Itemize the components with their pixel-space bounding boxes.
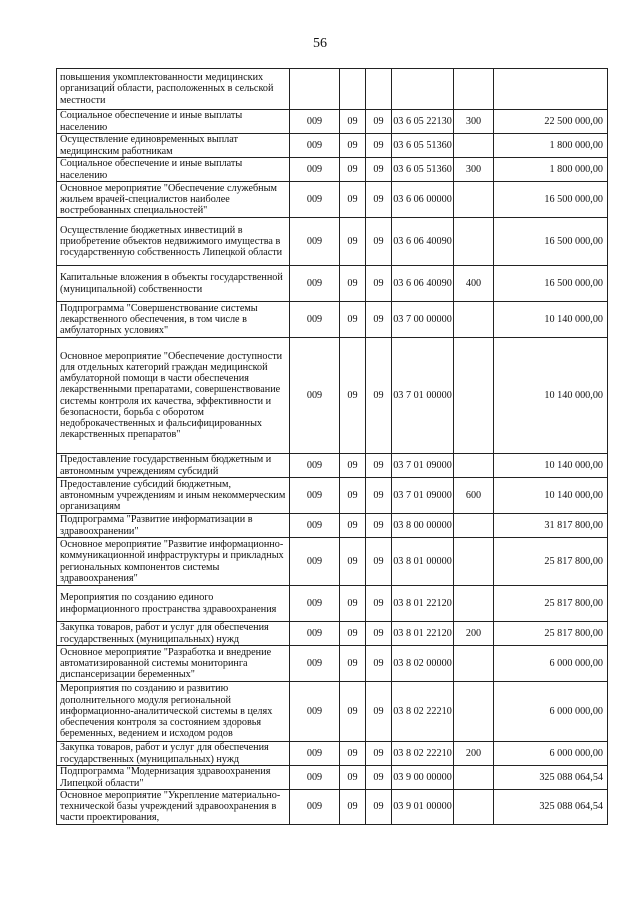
row-expense-type: [454, 69, 494, 110]
table-row: [57, 338, 608, 454]
row-section: 09: [340, 622, 366, 646]
row-section: 09: [340, 790, 366, 825]
row-subsection: 09: [366, 110, 392, 134]
row-target-article: 03 8 02 22210: [392, 742, 454, 766]
row-admin-code: 009: [290, 158, 340, 182]
row-subsection: 09: [366, 338, 392, 454]
table-row: [57, 742, 608, 766]
row-amount: 16 500 000,00: [494, 182, 608, 218]
row-expense-type: 200: [454, 622, 494, 646]
page-number: 56: [313, 36, 327, 51]
row-section: 09: [340, 218, 366, 266]
table-row: [57, 302, 608, 338]
row-target-article: 03 6 06 00000: [392, 182, 454, 218]
row-subsection: 09: [366, 790, 392, 825]
row-amount: 10 140 000,00: [494, 302, 608, 338]
row-admin-code: 009: [290, 622, 340, 646]
row-admin-code: [290, 69, 340, 110]
row-subsection: 09: [366, 682, 392, 742]
row-target-article: 03 9 01 00000: [392, 790, 454, 825]
table-row: [57, 622, 608, 646]
row-section: 09: [340, 338, 366, 454]
table-row: [57, 790, 608, 825]
row-section: 09: [340, 266, 366, 302]
row-target-article: 03 8 01 22120: [392, 586, 454, 622]
table-row: [57, 682, 608, 742]
row-amount: 10 140 000,00: [494, 478, 608, 514]
row-target-article: 03 6 06 40090: [392, 266, 454, 302]
row-subsection: 09: [366, 182, 392, 218]
budget-table: [56, 68, 608, 825]
row-section: 09: [340, 538, 366, 586]
row-expense-type: 200: [454, 742, 494, 766]
row-target-article: 03 7 01 09000: [392, 478, 454, 514]
row-expense-type: [454, 586, 494, 622]
row-admin-code: 009: [290, 790, 340, 825]
row-target-article: 03 8 02 22210: [392, 682, 454, 742]
row-section: 09: [340, 742, 366, 766]
row-amount: 16 500 000,00: [494, 218, 608, 266]
row-name: Подпрограмма "Совершенствование системы лекарственного обеспечения, в том числе в амбулаторных условиях": [57, 302, 290, 338]
row-expense-type: 300: [454, 110, 494, 134]
row-expense-type: 600: [454, 478, 494, 514]
row-expense-type: 300: [454, 158, 494, 182]
table-row: [57, 454, 608, 478]
row-target-article: 03 6 05 51360: [392, 134, 454, 158]
row-section: 09: [340, 110, 366, 134]
row-admin-code: 009: [290, 682, 340, 742]
row-section: 09: [340, 182, 366, 218]
row-name: Закупка товаров, работ и услуг для обеспечения государственных (муниципальных) нужд: [57, 742, 290, 766]
row-subsection: [366, 69, 392, 110]
table-row: [57, 586, 608, 622]
row-admin-code: 009: [290, 338, 340, 454]
row-target-article: [392, 69, 454, 110]
row-subsection: 09: [366, 766, 392, 790]
table-row: [57, 266, 608, 302]
row-amount: 25 817 800,00: [494, 622, 608, 646]
row-section: 09: [340, 134, 366, 158]
row-subsection: 09: [366, 158, 392, 182]
row-target-article: 03 8 00 00000: [392, 514, 454, 538]
row-subsection: 09: [366, 742, 392, 766]
row-amount: 6 000 000,00: [494, 742, 608, 766]
table-row: [57, 478, 608, 514]
row-amount: 16 500 000,00: [494, 266, 608, 302]
row-name: Предоставление государственным бюджетным и автономным учреждениям субсидий: [57, 454, 290, 478]
row-section: 09: [340, 766, 366, 790]
row-name: Основное мероприятие "Укрепление материально-технической базы учреждений здравоохранения в части проектирования,: [57, 790, 290, 825]
row-amount: 25 817 800,00: [494, 538, 608, 586]
row-amount: 1 800 000,00: [494, 158, 608, 182]
row-section: 09: [340, 646, 366, 682]
row-target-article: 03 7 00 00000: [392, 302, 454, 338]
row-subsection: 09: [366, 454, 392, 478]
row-section: [340, 69, 366, 110]
row-target-article: 03 7 01 09000: [392, 454, 454, 478]
row-subsection: 09: [366, 622, 392, 646]
row-expense-type: [454, 538, 494, 586]
row-expense-type: [454, 766, 494, 790]
row-name: Капитальные вложения в объекты государственной (муниципальной) собственности: [57, 266, 290, 302]
row-name: Осуществление единовременных выплат медицинским работникам: [57, 134, 290, 158]
row-amount: 1 800 000,00: [494, 134, 608, 158]
row-name: Основное мероприятие "Развитие информационно-коммуникационной инфраструктуры и прикладных региональных компонентов системы здравоохранения": [57, 538, 290, 586]
row-amount: 6 000 000,00: [494, 646, 608, 682]
row-expense-type: [454, 454, 494, 478]
row-admin-code: 009: [290, 302, 340, 338]
row-admin-code: 009: [290, 454, 340, 478]
row-expense-type: [454, 182, 494, 218]
row-subsection: 09: [366, 586, 392, 622]
row-name: Мероприятия по созданию единого информационного пространства здравоохранения: [57, 586, 290, 622]
row-target-article: 03 6 06 40090: [392, 218, 454, 266]
row-amount: 10 140 000,00: [494, 338, 608, 454]
row-admin-code: 009: [290, 182, 340, 218]
row-amount: 31 817 800,00: [494, 514, 608, 538]
table-row: [57, 110, 608, 134]
row-name: Основное мероприятие "Обеспечение служебным жильем врачей-специалистов наиболее востребованных специальностей": [57, 182, 290, 218]
row-name: Подпрограмма "Модернизация здравоохранения Липецкой области": [57, 766, 290, 790]
row-admin-code: 009: [290, 766, 340, 790]
row-subsection: 09: [366, 218, 392, 266]
row-name: Мероприятия по созданию и развитию дополнительного модуля региональной информационно-аналитической системы в целях обеспечения контроля за состоянием здоровья беременных, ведением и исходом родов: [57, 682, 290, 742]
table-row: [57, 538, 608, 586]
row-expense-type: [454, 646, 494, 682]
row-expense-type: [454, 682, 494, 742]
row-subsection: 09: [366, 514, 392, 538]
row-name: Подпрограмма "Развитие информатизации в здравоохранении": [57, 514, 290, 538]
row-section: 09: [340, 514, 366, 538]
row-target-article: 03 8 01 22120: [392, 622, 454, 646]
row-name: Осуществление бюджетных инвестиций в приобретение объектов недвижимого имущества в государственную собственность Липецкой области: [57, 218, 290, 266]
table-row: [57, 766, 608, 790]
table-row: [57, 134, 608, 158]
row-target-article: 03 8 01 00000: [392, 538, 454, 586]
row-amount: 10 140 000,00: [494, 454, 608, 478]
row-subsection: 09: [366, 478, 392, 514]
row-section: 09: [340, 478, 366, 514]
row-admin-code: 009: [290, 586, 340, 622]
row-expense-type: [454, 218, 494, 266]
row-section: 09: [340, 158, 366, 182]
row-admin-code: 009: [290, 110, 340, 134]
row-target-article: 03 7 01 00000: [392, 338, 454, 454]
table-row: [57, 646, 608, 682]
row-admin-code: 009: [290, 266, 340, 302]
row-amount: 22 500 000,00: [494, 110, 608, 134]
row-expense-type: [454, 134, 494, 158]
row-admin-code: 009: [290, 134, 340, 158]
row-target-article: 03 6 05 51360: [392, 158, 454, 182]
row-admin-code: 009: [290, 538, 340, 586]
row-name: Социальное обеспечение и иные выплаты населению: [57, 158, 290, 182]
row-amount: 325 088 064,54: [494, 766, 608, 790]
row-expense-type: [454, 790, 494, 825]
row-target-article: 03 6 05 22130: [392, 110, 454, 134]
budget-table-body: [57, 69, 608, 825]
row-admin-code: 009: [290, 514, 340, 538]
row-admin-code: 009: [290, 646, 340, 682]
row-admin-code: 009: [290, 478, 340, 514]
row-expense-type: [454, 338, 494, 454]
row-section: 09: [340, 302, 366, 338]
row-name: Основное мероприятие "Обеспечение доступности для отдельных категорий граждан медицинской амбулаторной помощи в части обеспечения лекарственными препаратами, совершенствование системы контроля их качества, эффективности и безопасности, борьба с оборотом недоброкачественных и фальсифицированных лекарственных препаратов": [57, 338, 290, 454]
row-admin-code: 009: [290, 218, 340, 266]
row-section: 09: [340, 454, 366, 478]
table-row: [57, 158, 608, 182]
row-name: повышения укомплектованности медицинских организаций области, расположенных в сельской местности: [57, 69, 290, 110]
table-row: [57, 69, 608, 110]
row-subsection: 09: [366, 646, 392, 682]
table-row: [57, 218, 608, 266]
row-expense-type: 400: [454, 266, 494, 302]
table-row: [57, 514, 608, 538]
row-subsection: 09: [366, 266, 392, 302]
row-amount: 6 000 000,00: [494, 682, 608, 742]
row-name: Предоставление субсидий бюджетным, автономным учреждениям и иным некоммерческим организациям: [57, 478, 290, 514]
row-name: Основное мероприятие "Разработка и внедрение автоматизированной системы мониторинга диспансеризации беременных": [57, 646, 290, 682]
row-subsection: 09: [366, 538, 392, 586]
row-subsection: 09: [366, 302, 392, 338]
row-expense-type: [454, 302, 494, 338]
row-admin-code: 009: [290, 742, 340, 766]
row-name: Социальное обеспечение и иные выплаты населению: [57, 110, 290, 134]
row-name: Закупка товаров, работ и услуг для обеспечения государственных (муниципальных) нужд: [57, 622, 290, 646]
table-row: [57, 182, 608, 218]
row-section: 09: [340, 586, 366, 622]
row-expense-type: [454, 514, 494, 538]
row-section: 09: [340, 682, 366, 742]
row-target-article: 03 8 02 00000: [392, 646, 454, 682]
row-target-article: 03 9 00 00000: [392, 766, 454, 790]
row-amount: 25 817 800,00: [494, 586, 608, 622]
row-amount: [494, 69, 608, 110]
row-subsection: 09: [366, 134, 392, 158]
row-amount: 325 088 064,54: [494, 790, 608, 825]
